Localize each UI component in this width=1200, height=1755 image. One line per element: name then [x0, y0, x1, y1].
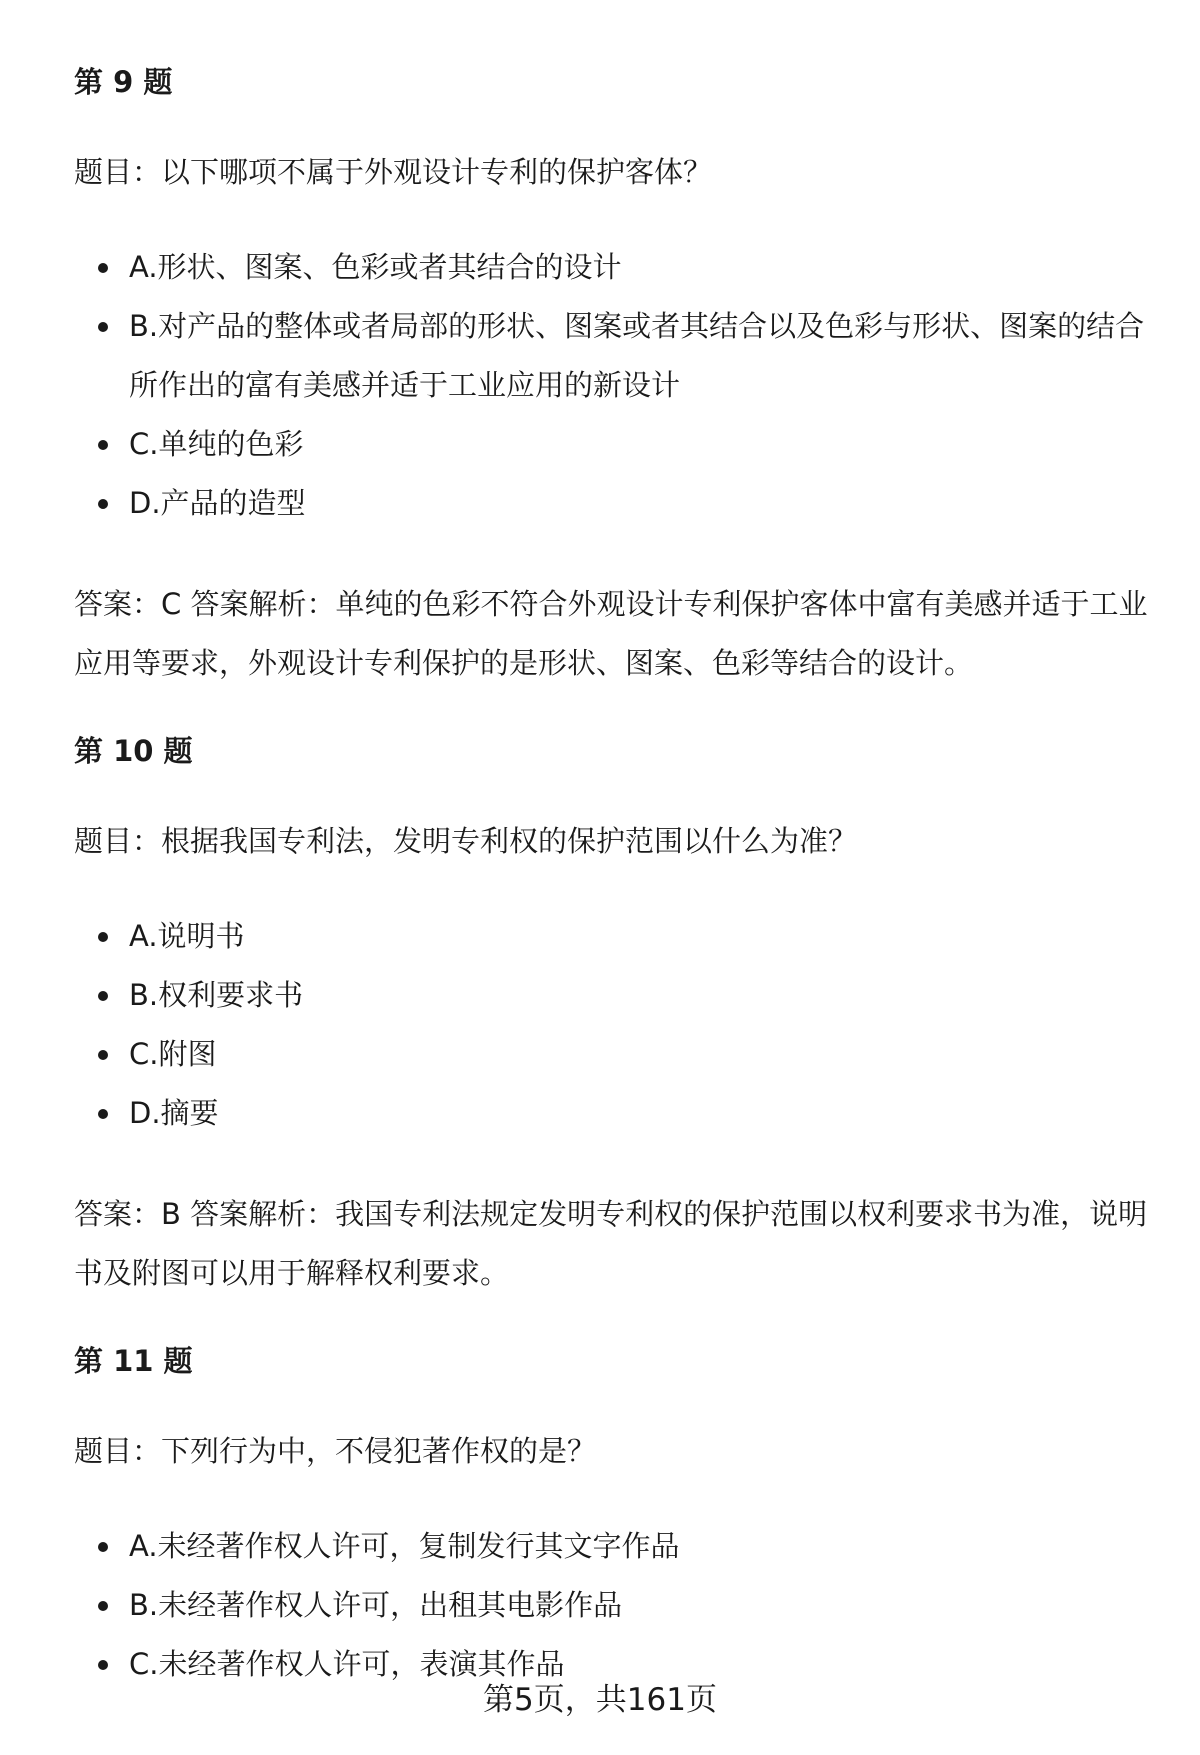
- bullet-icon: [98, 1660, 108, 1670]
- question-heading: 第 11 题: [74, 1344, 193, 1378]
- document-content: [74, 62, 1149, 1694]
- option-text: A.形状、图案、色彩或者其结合的设计: [129, 250, 622, 284]
- option-list: [74, 1517, 1149, 1694]
- option-text: A.未经著作权人许可，复制发行其文字作品: [129, 1529, 680, 1563]
- option-text: B.未经著作权人许可，出租其电影作品: [129, 1588, 623, 1622]
- question-text: 题目：下列行为中，不侵犯著作权的是？: [74, 1434, 597, 1468]
- bullet-icon: [98, 263, 108, 273]
- option-item: [74, 907, 1149, 966]
- question-block-10: [74, 731, 1149, 1303]
- option-item: [74, 1025, 1149, 1084]
- option-item: [74, 1517, 1149, 1576]
- bullet-icon: [98, 1601, 108, 1611]
- option-list: [74, 238, 1149, 533]
- question-heading: 第 9 题: [74, 65, 173, 99]
- question-text: 题目：以下哪项不属于外观设计专利的保护客体？: [74, 155, 713, 189]
- option-text: B.对产品的整体或者局部的形状、图案或者其结合以及色彩与形状、图案的结合所作出的富有美感并适于工业应用的新设计: [129, 309, 1145, 402]
- bullet-icon: [98, 322, 108, 332]
- bullet-icon: [98, 1109, 108, 1119]
- question-heading: 第 10 题: [74, 734, 193, 768]
- option-list: [74, 907, 1149, 1143]
- option-text: B.权利要求书: [129, 978, 304, 1012]
- answer-explanation: 答案：C 答案解析：单纯的色彩不符合外观设计专利保护客体中富有美感并适于工业应用等要求，外观设计专利保护的是形状、图案、色彩等结合的设计。: [74, 587, 1148, 680]
- option-text: C.单纯的色彩: [129, 427, 304, 461]
- option-text: D.摘要: [129, 1096, 219, 1130]
- question-text: 题目：根据我国专利法，发明专利权的保护范围以什么为准？: [74, 824, 858, 858]
- bullet-icon: [98, 440, 108, 450]
- bullet-icon: [98, 1050, 108, 1060]
- option-text: D.产品的造型: [129, 486, 306, 520]
- option-text: C.未经著作权人许可，表演其作品: [129, 1647, 565, 1681]
- question-block-11: [74, 1341, 1149, 1694]
- option-item: [74, 474, 1149, 533]
- option-item: [74, 297, 1149, 415]
- answer-explanation: 答案：B 答案解析：我国专利法规定发明专利权的保护范围以权利要求书为准，说明书及附图可以用于解释权利要求。: [74, 1197, 1148, 1290]
- option-text: C.附图: [129, 1037, 217, 1071]
- bullet-icon: [98, 991, 108, 1001]
- option-item: [74, 1576, 1149, 1635]
- bullet-icon: [98, 1542, 108, 1552]
- page-number: 第5页，共161页: [483, 1682, 717, 1718]
- option-text: A.说明书: [129, 919, 245, 953]
- question-block-9: [74, 62, 1149, 693]
- bullet-icon: [98, 932, 108, 942]
- option-item: [74, 238, 1149, 297]
- bullet-icon: [98, 499, 108, 509]
- option-item: [74, 415, 1149, 474]
- option-item: [74, 1084, 1149, 1143]
- option-item: [74, 966, 1149, 1025]
